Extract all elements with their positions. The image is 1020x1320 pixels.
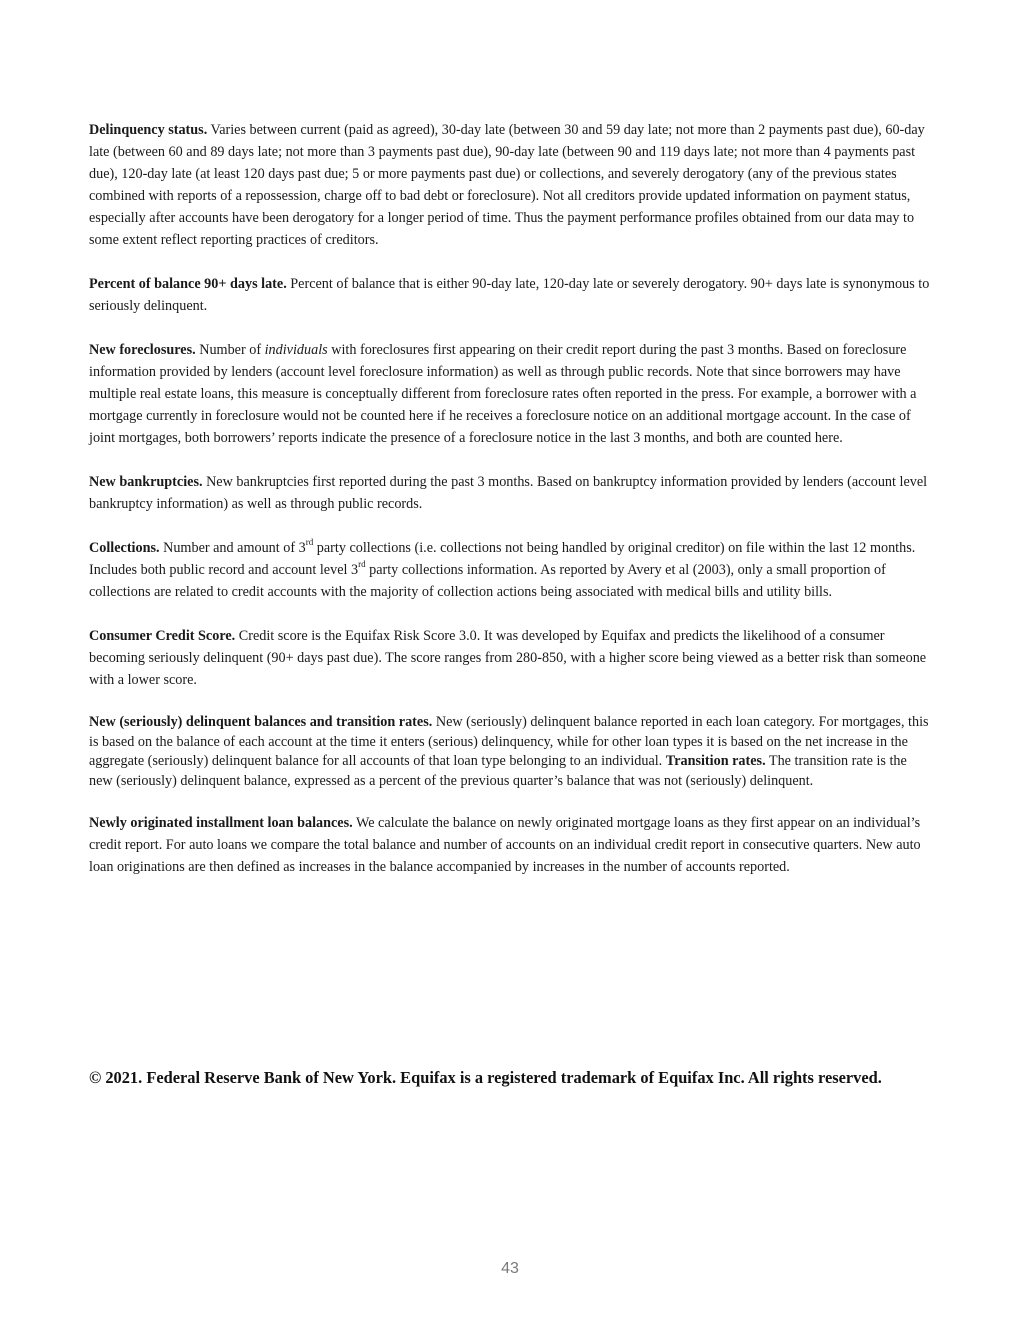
- definition-term: New (seriously) delinquent balances and transition rates.: [89, 714, 433, 730]
- page-number: 43: [501, 1260, 519, 1277]
- definition-text: Varies between current (paid as agreed), 30-day late (between 30 and 59 day late; not more than 2 payments past due), 60-day late (between 60 and 89 days late; not more than 3 payments past due), 90-day late (between 90 and 119 days late; not more than 4 payments past due), 120-day late (at least 120 days past due; 5 or more payments past due) or collections, and severely derogatory (any of the previous states combined with reports of a repossession, charge off to bad debt or foreclosure). Not all creditors provide updated information on payment status, especially after accounts have been derogatory for a longer period of time. Thus the payment performance profiles obtained from our data may to some extent reflect reporting practices of creditors.: [89, 122, 925, 248]
- definition-delinquent-balances-transition-rates: [89, 713, 932, 791]
- definition-text: party collections information. As reported by Avery et al (2003), only a small proportion of collections are related to credit accounts with the majority of collection actions being associated with medical bills and utility bills.: [89, 562, 886, 600]
- definition-term: Collections.: [89, 540, 160, 556]
- definition-percent-balance-90-days-late: [89, 273, 932, 317]
- definition-term: Delinquency status.: [89, 122, 208, 138]
- definition-newly-originated-installment-loan-balances: [89, 812, 932, 878]
- copyright-notice: © 2021. Federal Reserve Bank of New York. Equifax is a registered trademark of Equifax Inc. All rights reserved.: [89, 1068, 882, 1087]
- definition-term: New bankruptcies.: [89, 474, 203, 490]
- definition-new-bankruptcies: [89, 471, 932, 515]
- definition-text: Number of: [195, 342, 265, 358]
- definition-text: Number and amount of 3: [159, 540, 306, 556]
- definition-collections: [89, 537, 932, 603]
- definition-new-foreclosures: [89, 339, 932, 449]
- superscript: rd: [305, 537, 314, 548]
- definition-text: party collections (i.e. collections not being handled by original creditor) on file within the last 12 months. Includes both public record and account level 3: [89, 540, 916, 578]
- definition-emphasis: individuals: [264, 342, 328, 358]
- definition-term: Percent of balance 90+ days late.: [89, 276, 287, 292]
- definition-text: The transition rate is the new (seriously) delinquent balance, expressed as a percent of the previous quarter’s balance that was not (seriously) delinquent.: [89, 753, 907, 789]
- definition-term: Newly originated installment loan balances.: [89, 815, 353, 831]
- document-body: [89, 119, 932, 900]
- definition-term: Consumer Credit Score.: [89, 628, 236, 644]
- definition-text: Credit score is the Equifax Risk Score 3.0. It was developed by Equifax and predicts the likelihood of a consumer becoming seriously delinquent (90+ days past due). The score ranges from 280-850, with a higher score being viewed as a better risk than someone with a lower score.: [89, 628, 927, 688]
- definition-text: We calculate the balance on newly originated mortgage loans as they first appear on an individual’s credit report. For auto loans we compare the total balance and number of accounts on an individual credit report in consecutive quarters. New auto loan originations are then defined as increases in the balance accompanied by increases in the number of accounts reported.: [89, 815, 921, 875]
- definition-consumer-credit-score: [89, 625, 932, 691]
- definition-delinquency-status: [89, 119, 932, 251]
- definition-text: New (seriously) delinquent balance reported in each loan category. For mortgages, this is based on the balance of each account at the time it enters (serious) delinquency, while for other loan types it is based on the net increase in the aggregate (seriously) delinquent balance for all accounts of that loan type belonging to an individual.: [89, 714, 929, 769]
- definition-term: New foreclosures.: [89, 342, 196, 358]
- superscript: rd: [358, 559, 366, 570]
- definition-text: Percent of balance that is either 90-day late, 120-day late or severely derogatory. 90+ days late is synonymous to seriously delinquent.: [89, 276, 930, 314]
- definition-text: with foreclosures first appearing on their credit report during the past 3 months. Based on foreclosure information provided by lenders (account level foreclosure information) as well as through public records. Note that since borrowers may have multiple real estate loans, this measure is conceptually different from foreclosure rates often reported in the press. For example, a borrower with a mortgage currently in foreclosure would not be counted here if he receives a foreclosure notice on an additional mortgage account. In the case of joint mortgages, both borrowers’ reports indicate the presence of a foreclosure notice in the last 3 months, and both are counted here.: [89, 342, 917, 446]
- definition-text: New bankruptcies first reported during the past 3 months. Based on bankruptcy information provided by lenders (account level bankruptcy information) as well as through public records.: [89, 474, 928, 512]
- definition-subterm: Transition rates.: [665, 753, 766, 769]
